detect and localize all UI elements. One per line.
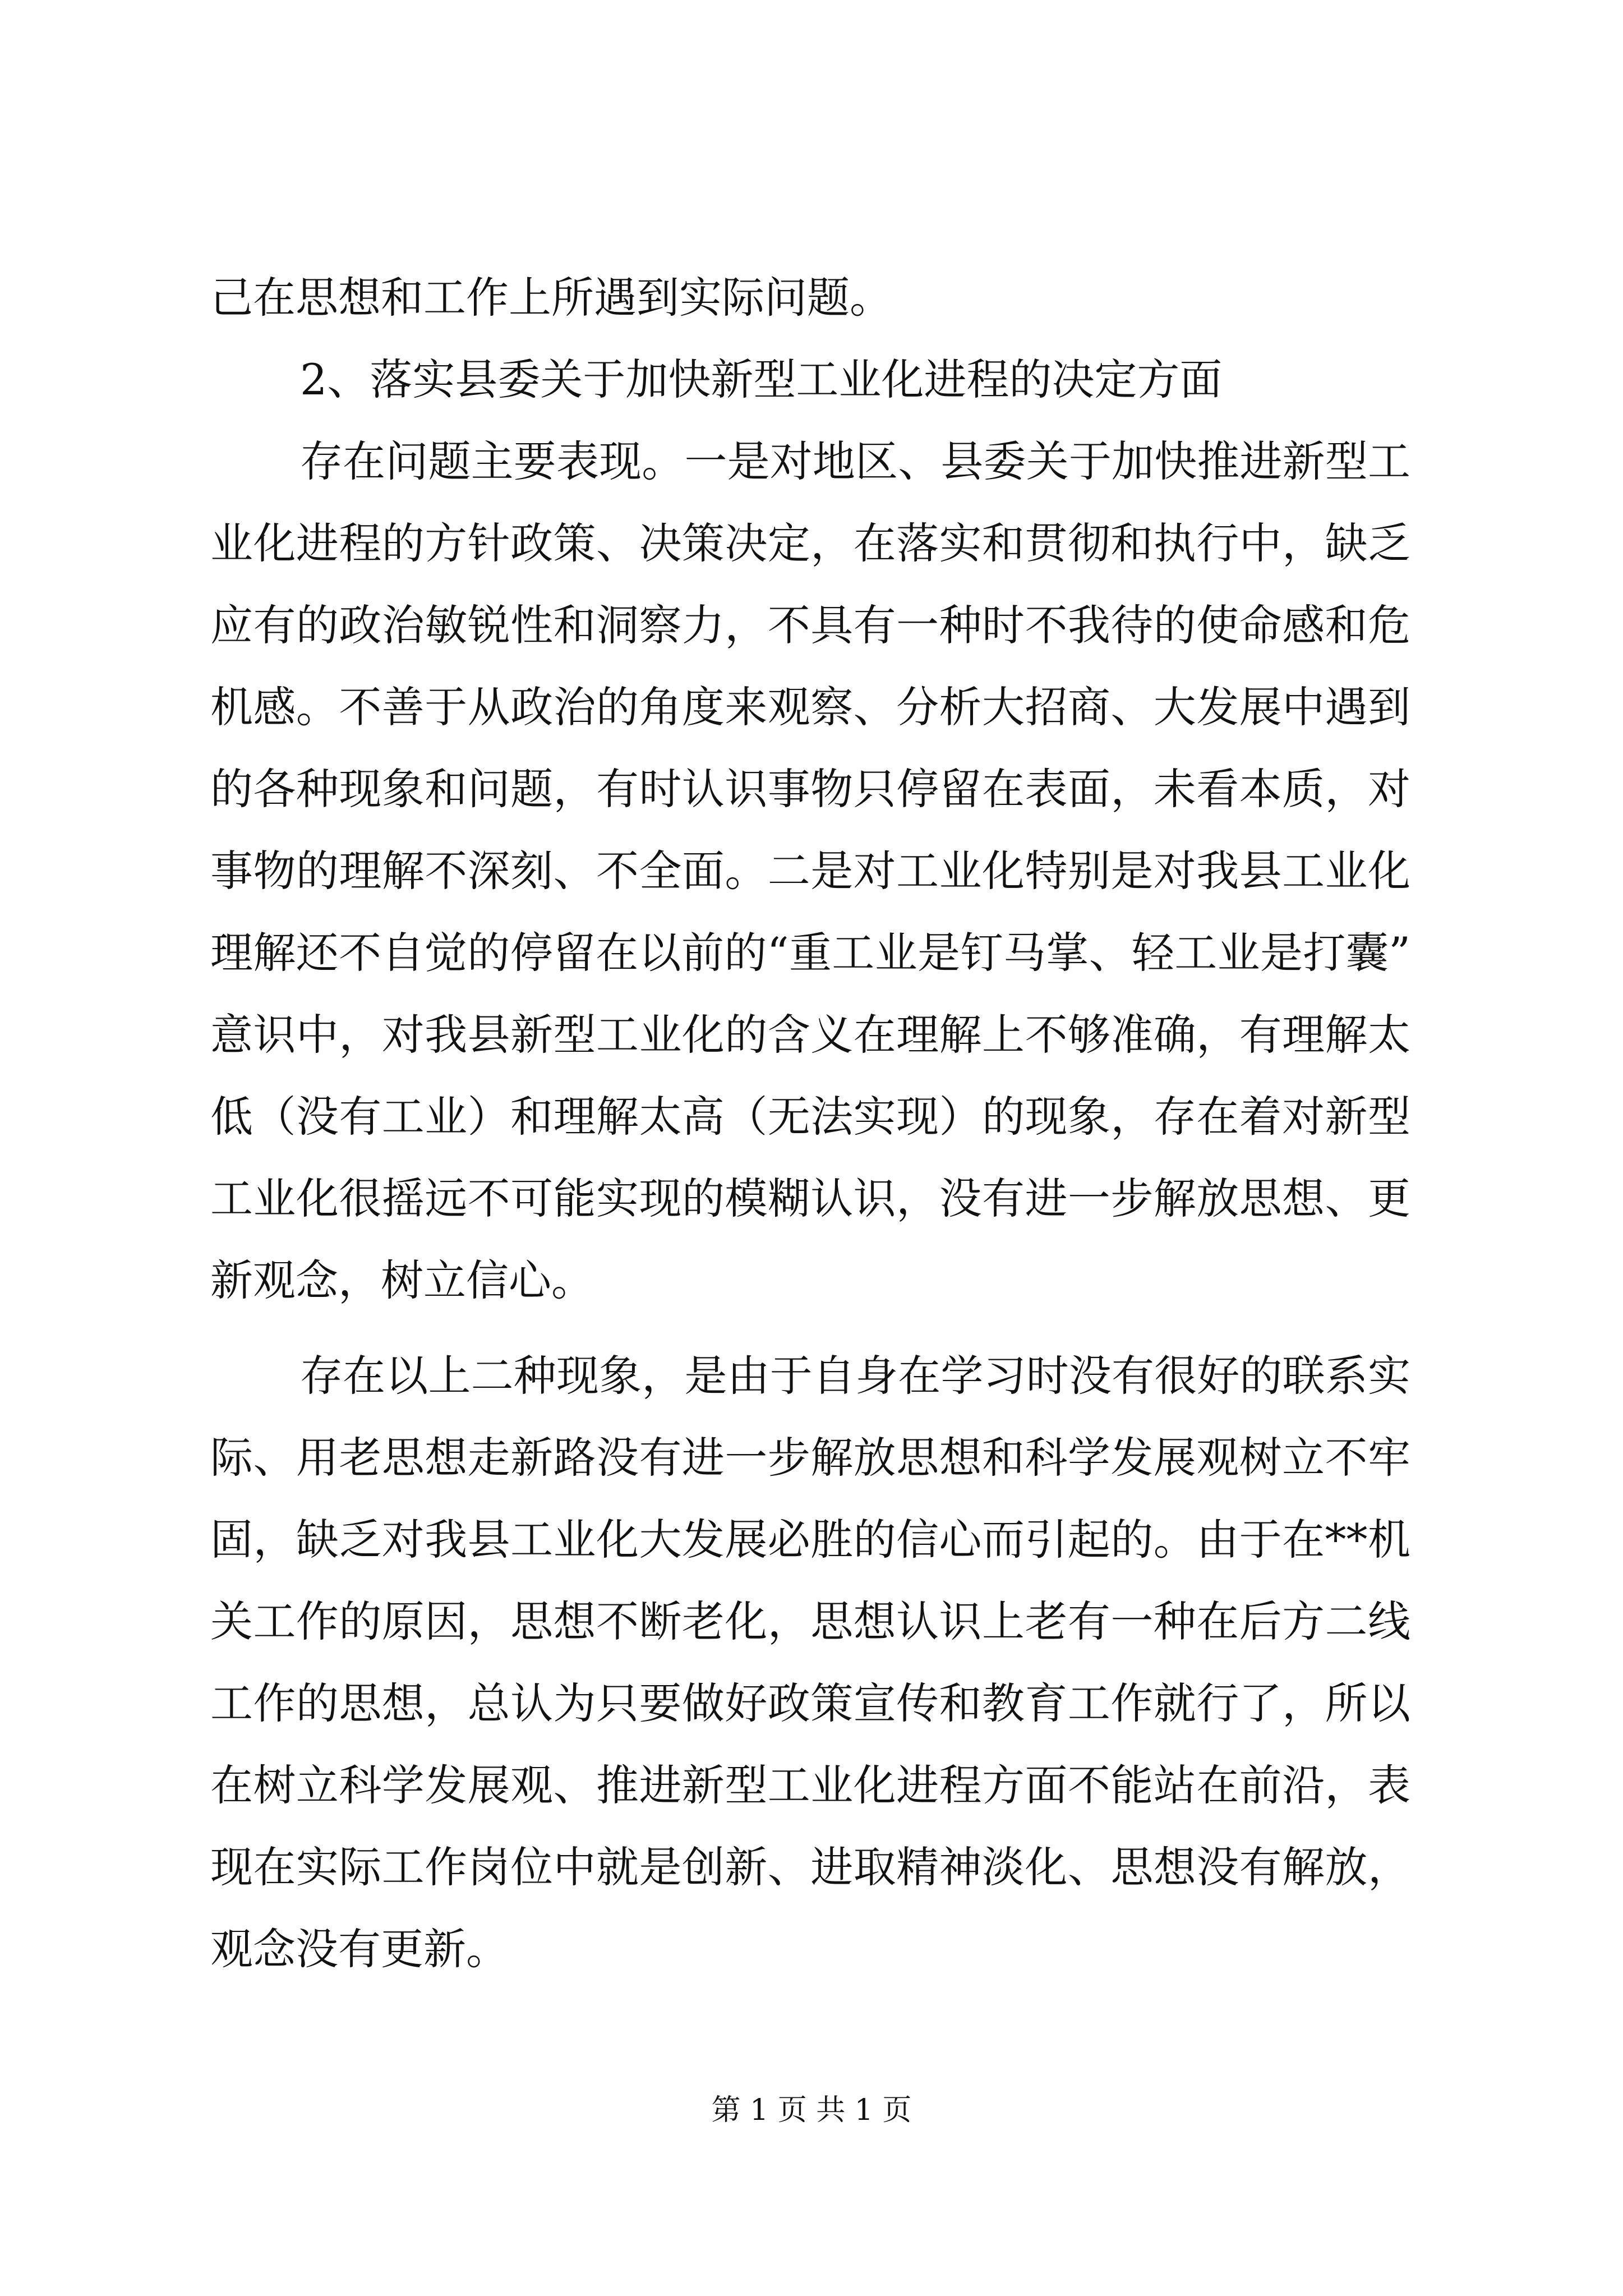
text-line-19: 在树立科学发展观、推进新型工业化进程方面不能站在前沿，表 (210, 1760, 1410, 1810)
text-line-2: 2、落实县委关于加快新型工业化进程的决定方面 (300, 355, 1223, 404)
text-line-1: 己在思想和工作上所遇到实际问题。 (210, 273, 892, 323)
text-line-16: 固，缺乏对我县工业化大发展必胜的信心而引起的。由于在**机 (210, 1515, 1410, 1565)
text-line-4: 业化进程的方针政策、决策决定，在落实和贯彻和执行中，缺乏 (210, 518, 1410, 568)
text-line-14: 存在以上二种现象，是由于自身在学习时没有很好的联系实 (300, 1351, 1410, 1401)
text-line-3: 存在问题主要表现。一是对地区、县委关于加快推进新型工 (300, 436, 1410, 486)
text-line-20: 现在实际工作岗位中就是创新、进取精神淡化、思想没有解放， (210, 1842, 1410, 1892)
text-line-8: 事物的理解不深刻、不全面。二是对工业化特别是对我县工业化 (210, 846, 1410, 896)
text-line-9: 理解还不自觉的停留在以前的“重工业是钉马掌、轻工业是打囊” (210, 928, 1410, 978)
page-number-footer: 第 1 页 共 1 页 (711, 2093, 912, 2127)
text-line-21: 观念没有更新。 (210, 1924, 509, 1974)
text-line-17: 关工作的原因，思想不断老化，思想认识上老有一种在后方二线 (210, 1596, 1410, 1646)
text-line-18: 工作的思想，总认为只要做好政策宣传和教育工作就行了，所以 (210, 1678, 1410, 1728)
text-line-10: 意识中，对我县新型工业化的含义在理解上不够准确，有理解太 (210, 1010, 1410, 1060)
text-line-5: 应有的政治敏锐性和洞察力，不具有一种时不我待的使命感和危 (210, 600, 1410, 650)
text-line-15: 际、用老思想走新路没有进一步解放思想和科学发展观树立不牢 (210, 1433, 1410, 1483)
text-line-13: 新观念，树立信心。 (210, 1255, 594, 1305)
text-line-12: 工业化很摇远不可能实现的模糊认识，没有进一步解放思想、更 (210, 1174, 1410, 1223)
text-line-7: 的各种现象和问题，有时认识事物只停留在表面，未看本质，对 (210, 764, 1410, 814)
text-line-11: 低（没有工业）和理解太高（无法实现）的现象，存在着对新型 (210, 1092, 1410, 1142)
text-line-6: 机感。不善于从政治的角度来观察、分析大招商、大发展中遇到 (210, 682, 1410, 732)
